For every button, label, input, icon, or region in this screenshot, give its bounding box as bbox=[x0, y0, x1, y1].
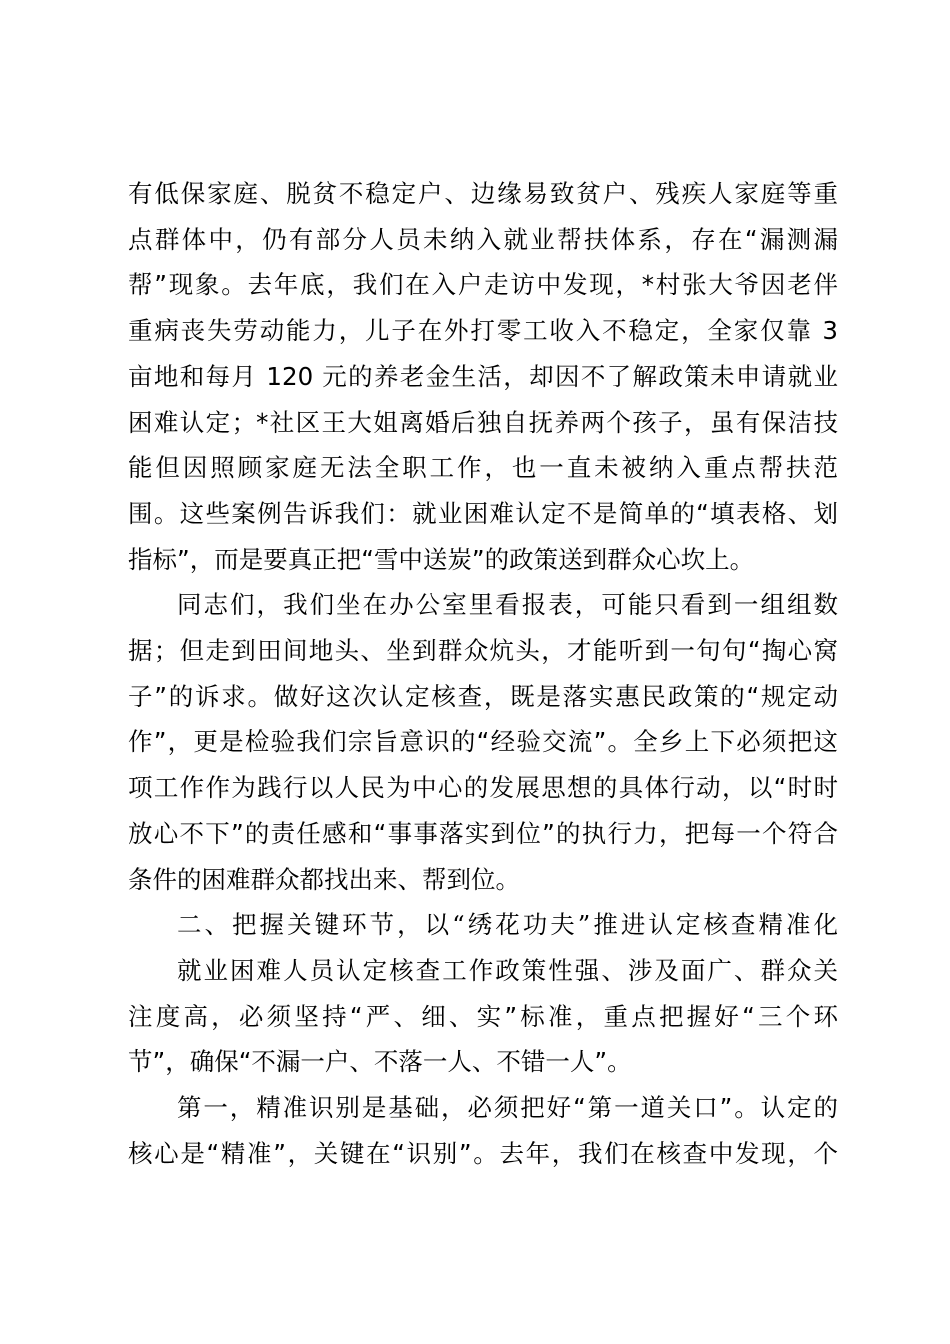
text-line: 据；但走到田间地头、坐到群众炕头，才能听到一句句“掏心窝 bbox=[128, 636, 838, 665]
text-line: 围。这些案例告诉我们：就业困难认定不是简单的“填表格、划 bbox=[128, 498, 838, 528]
text-line: 重病丧失劳动能力，儿子在外打零工收入不稳定，全家仅靠 3 bbox=[128, 316, 838, 346]
text-line: 困难认定；*社区王大姐离婚后独自抚养两个孩子，虽有保洁技 bbox=[128, 407, 838, 437]
section-heading: 二、把握关键环节，以“绣花功夫”推进认定核查精准化 bbox=[177, 910, 838, 940]
text-line: 同志们，我们坐在办公室里看报表，可能只看到一组组数 bbox=[177, 590, 838, 620]
text-line: 作”，更是检验我们宗旨意识的“经验交流”。全乡上下必须把这 bbox=[128, 727, 838, 757]
text-line: 核心是“精准”，关键在“识别”。去年，我们在核查中发现，个 bbox=[128, 1138, 838, 1168]
text-line: 第一，精准识别是基础，必须把好“第一道关口”。认定的 bbox=[177, 1093, 838, 1122]
text-line: 帮”现象。去年底，我们在入户走访中发现，*村张大爷因老伴 bbox=[128, 270, 838, 300]
text-line: 放心不下”的责任感和“事事落实到位”的执行力，把每一个符合 bbox=[128, 818, 838, 848]
text-line: 条件的困难群众都找出来、帮到位。 bbox=[128, 864, 520, 894]
text-line: 亩地和每月 120 元的养老金生活，却因不了解政策未申请就业 bbox=[128, 361, 838, 391]
text-line: 点群体中，仍有部分人员未纳入就业帮扶体系，存在“漏测漏 bbox=[128, 224, 838, 254]
text-line: 能但因照顾家庭无法全职工作，也一直未被纳入重点帮扶范 bbox=[128, 453, 838, 483]
text-line: 就业困难人员认定核查工作政策性强、涉及面广、群众关 bbox=[177, 955, 838, 985]
text-line: 子”的诉求。做好这次认定核查，既是落实惠民政策的“规定动 bbox=[128, 681, 838, 711]
text-line: 项工作作为践行以人民为中心的发展思想的具体行动，以“时时 bbox=[128, 773, 838, 803]
text-line: 指标”，而是要真正把“雪中送炭”的政策送到群众心坎上。 bbox=[128, 544, 755, 574]
text-line: 节”，确保“不漏一户、不落一人、不错一人”。 bbox=[128, 1047, 632, 1077]
text-line: 有低保家庭、脱贫不稳定户、边缘易致贫户、残疾人家庭等重 bbox=[128, 179, 838, 208]
text-line: 注度高，必须坚持“严、细、实”标准，重点把握好“三个环 bbox=[128, 1001, 838, 1031]
